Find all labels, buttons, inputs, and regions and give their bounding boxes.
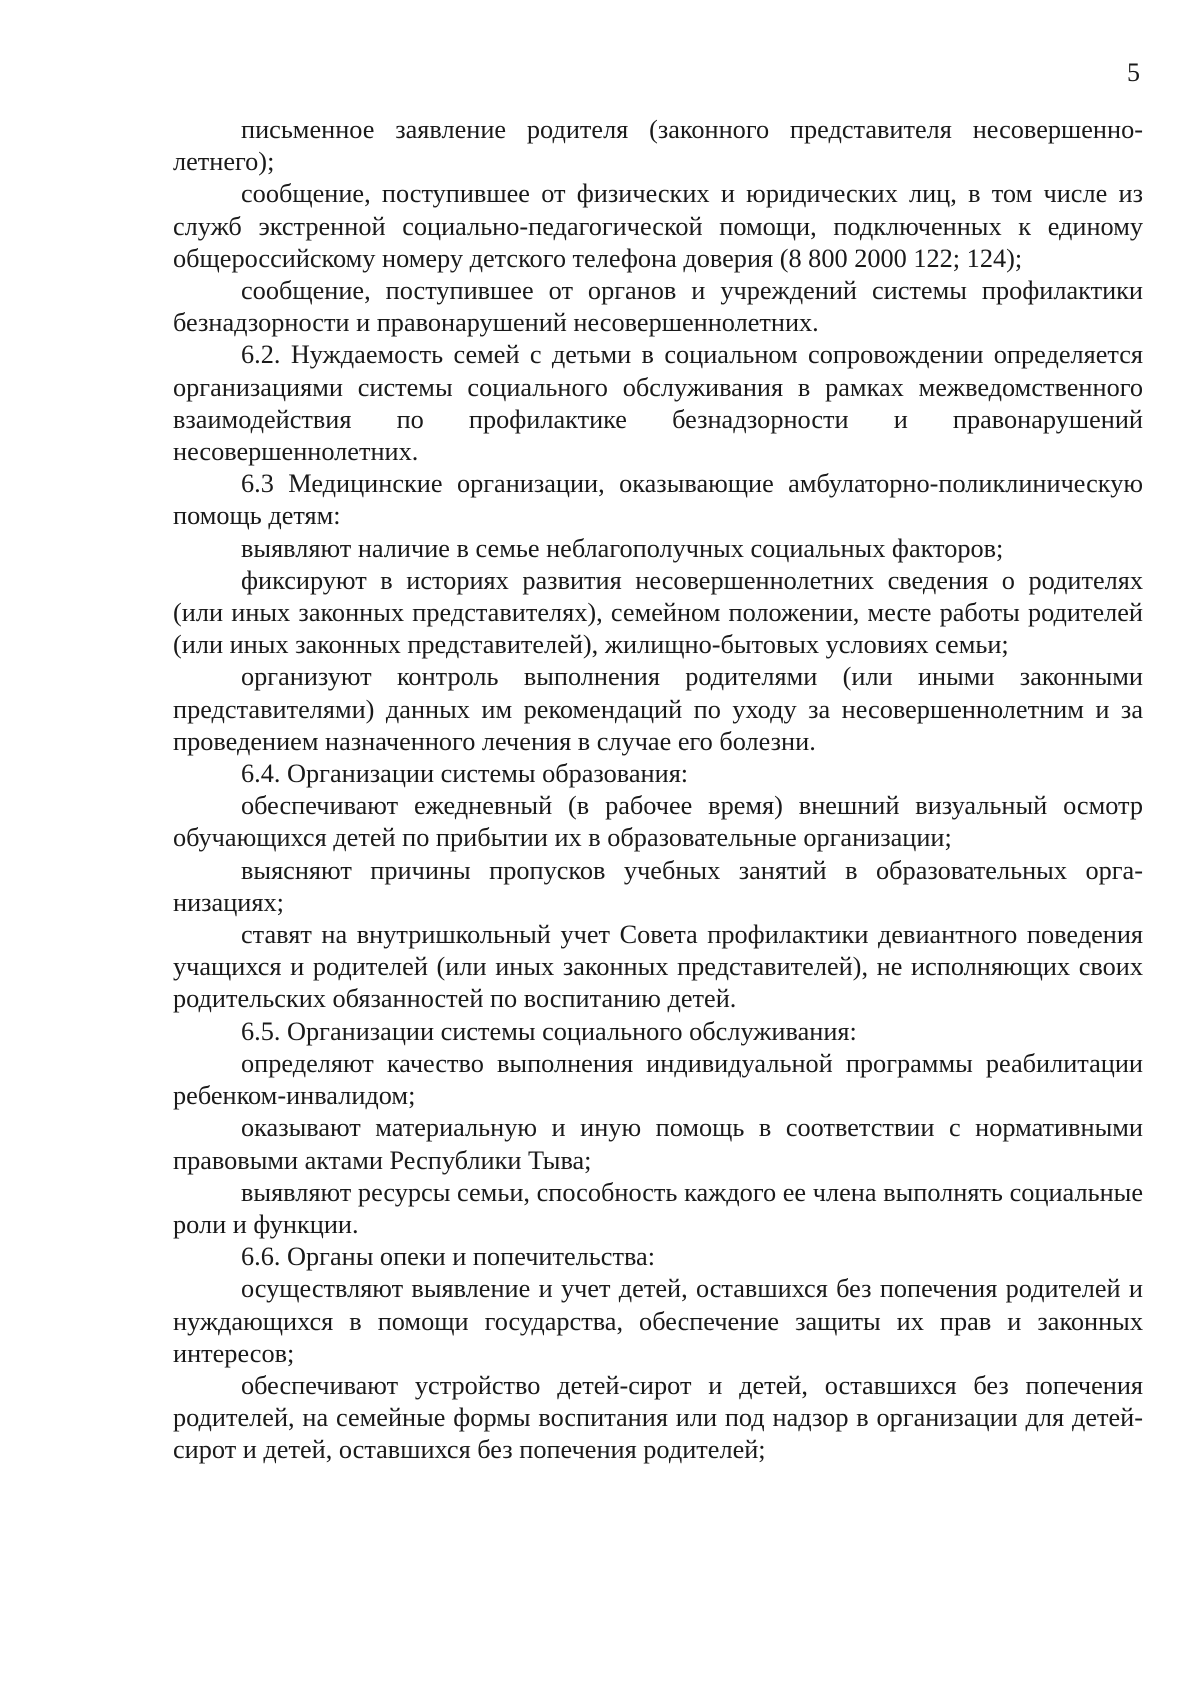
page-number: 5 bbox=[1127, 58, 1140, 87]
paragraph: осуществляют выявление и учет детей, оставшихся без попечения родителей и нуждающихся в помощи государства, обеспечение защиты их прав и законных интересов; bbox=[173, 1274, 1143, 1368]
paragraph: 6.2. Нуждаемость семей с детьми в социальном сопровождении определяется организациями системы социального обслуживания в рамках межведомственного взаимодействия по профилактике безнадзорности и правонарушений несовершеннолетних. bbox=[173, 340, 1143, 467]
paragraph: организуют контроль выполнения родителями (или иными законными представителями) данных им рекомендаций по уходу за несовершеннолетним и за проведением назначенного лечения в случае его болезни. bbox=[173, 662, 1143, 756]
paragraph: оказывают материальную и иную помощь в соответствии с нормативными правовыми актами Республики Тыва; bbox=[173, 1113, 1143, 1175]
paragraph: обеспечивают устройство детей-сирот и детей, оставшихся без попечения родителей, на семейные формы воспитания или под надзор в организации для детей-сирот и детей, оставшихся без попечения родителей; bbox=[173, 1370, 1143, 1465]
paragraph: 6.3 Медицинские организации, оказывающие амбулаторно-поликлиническую помощь детям: bbox=[173, 469, 1143, 531]
paragraph: сообщение, поступившее от физических и юридических лиц, в том числе из служб экстренной социально-педагогической помощи, подключенных к единому общероссийскому номеру детского телефона доверия (8 800 2000 122; 124); bbox=[173, 179, 1143, 273]
paragraph: выясняют причины пропусков учебных занятий в образовательных организациях; bbox=[173, 855, 1143, 917]
paragraph: 6.5. Организации системы социального обслуживания: bbox=[241, 1016, 857, 1046]
document-body bbox=[173, 114, 1143, 1467]
paragraph: определяют качество выполнения индивидуальной программы реабилитации ребенком-инвалидом; bbox=[173, 1048, 1143, 1111]
paragraph: фиксируют в историях развития несовершеннолетних сведения о родителях (или иных законных представителях), семейном положении, месте работы родителей (или иных законных представителей), жилищно-бытовых условиях семьи; bbox=[173, 565, 1143, 660]
paragraph: сообщение, поступившее от органов и учреждений системы профилактики безнадзорности и правонарушений несовершеннолетних. bbox=[173, 276, 1143, 338]
paragraph: обеспечивают ежедневный (в рабочее время) внешний визуальный осмотр обучающихся детей по прибытии их в образовательные организации; bbox=[173, 791, 1143, 853]
paragraph: 6.6. Органы опеки и попечительства: bbox=[241, 1242, 655, 1272]
paragraph: выявляют наличие в семье неблагополучных социальных факторов; bbox=[241, 533, 1004, 563]
paragraph: выявляют ресурсы семьи, способность каждого ее члена выполнять социальные роли и функции. bbox=[173, 1177, 1143, 1239]
paragraph: ставят на внутришкольный учет Совета профилактики девиантного поведения учащихся и родителей (или иных законных представителей), не исполняющих своих родительских обязанностей по воспитанию детей. bbox=[173, 920, 1143, 1014]
paragraph: 6.4. Организации системы образования: bbox=[241, 759, 689, 789]
paragraph: письменное заявление родителя (законного представителя несовершеннолетнего); bbox=[173, 115, 1143, 177]
